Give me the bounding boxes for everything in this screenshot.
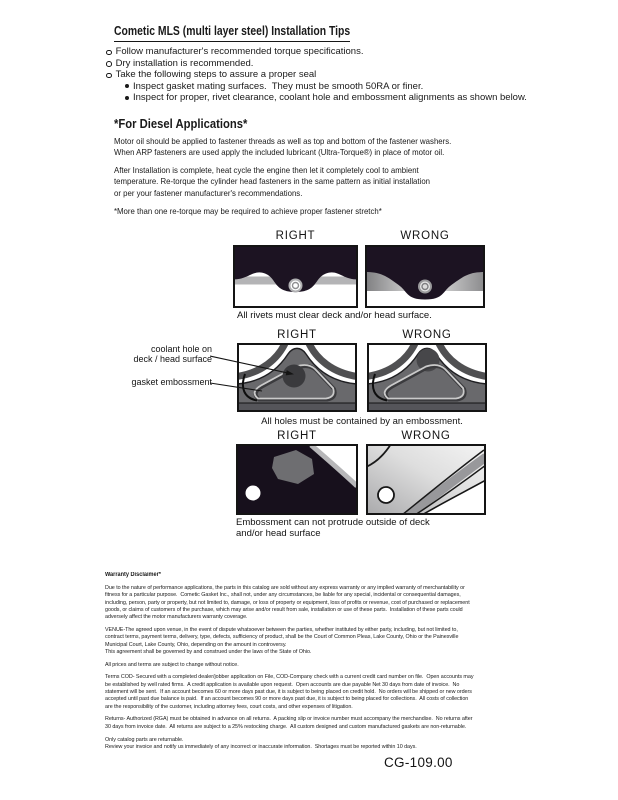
list-item — [125, 81, 527, 93]
warranty-paragraph: All prices and terms are subject to change without notice. — [105, 661, 239, 668]
open-bullet-icon — [106, 50, 112, 56]
page-title: Cometic MLS (multi layer steel) Installation Tips — [114, 23, 350, 42]
open-bullet-icon — [106, 61, 112, 67]
diagram-protrusion-right — [236, 444, 358, 515]
diagram-rivet-right — [233, 245, 358, 308]
list-item — [106, 46, 527, 58]
diagram-rivet-wrong — [365, 245, 485, 308]
warranty-paragraph: Due to the nature of performance applications, the parts in this catalog are sold without any express warranty or any implied warranty of merchantability or fitness for a particular purpose. Cometic Gasket Inc., shall not, under any circumstances, be liable for any special, incidental or consequential damages, including, person, party or property, but not limited to, damage, or loss of property or equipment, loss of profits or revenue, cost of purchased or replacement goods, or claims of customers of the purchase, which may arise and/or result from sale, installation or use of these parts. Installation of these parts could adversely affect the motor manufacturers warranty coverage. — [105, 585, 470, 621]
warranty-paragraph: VENUE-The agreed upon venue, in the event of dispute whatsoever between the parties, whether instituted by either party, including, but not limited to, contract terms, payment terms, delivery, type, defects, sufficiency of product, shall be the Court of Common Pleas, Lake County, Ohio or the Painesville Municipal Court, Lake County, Ohio, depending on the amount in controversy. This agreement shall be governed by and construed under the laws of the State of Ohio. — [105, 626, 459, 655]
open-bullet-icon — [106, 73, 112, 79]
annotation-pointer-lines — [210, 350, 302, 396]
warranty-section — [105, 572, 551, 757]
annotation-label-embossment: gasket embossment — [131, 377, 212, 387]
list-item-text: Take the following steps to assure a proper seal — [115, 69, 317, 81]
list-item-text: Inspect for proper, rivet clearance, coolant hole and embossment alignments as shown below. — [133, 92, 527, 104]
warranty-paragraph: Returns- Authorized (RGA) must be obtained in advance on all returns. A packing slip or invoice number must accompany the merchandise. No returns after 30 days from invoice date. All returns are subject to a 25% restocking charge. All custom designed and custom manufactured gaskets are non-returnable. — [105, 716, 473, 730]
wrong-label: WRONG — [400, 230, 450, 242]
annotation-label-coolant-hole: coolant hole on deck / head surface — [133, 344, 212, 364]
list-item-text: Inspect gasket mating surfaces. They must be smooth 50RA or finer. — [133, 80, 424, 92]
right-label: RIGHT — [277, 430, 317, 442]
caption-protrusion: Embossment can not protrude outside of deck and/or head surface — [236, 517, 430, 539]
paragraph-heat-cycle: After Installation is complete, heat cycle the engine then let it completely cool to ambient temperature. Re-torque the cylinder head fasteners in the same pattern as initial installation or per your fastener manufacturer's recommendations. — [114, 165, 431, 198]
warranty-heading: Warranty Disclaimer* — [105, 572, 161, 578]
part-number: CG-109.00 — [384, 755, 453, 770]
wrong-label: WRONG — [401, 430, 451, 442]
caption-holes: All holes must be contained by an embossment. — [261, 416, 463, 427]
filled-bullet-icon — [125, 84, 129, 88]
filled-bullet-icon — [125, 96, 129, 100]
caption-rivets: All rivets must clear deck and/or head surface. — [237, 310, 432, 321]
list-item-text: Dry installation is recommended. — [115, 57, 254, 69]
diagram-embossment-wrong — [367, 343, 487, 412]
warranty-paragraph: Terms COD- Secured with a completed dealer/jobber application on File, COD-Company check with a current credit card number on file. Open accounts may be established by well rated firms. A credit application is available upon request. Open accounts are due payable Net 30 days from date of invoice. No statement will be sent. If an account becomes 60 or more days past due, it is subject to being placed on credit hold. No orders will be shipped or new orders accepted until past due balance is paid. If an account becomes 90 or more days past due, it is subject to being placed for collections. All costs of collection are the responsibility of the customer, including attorney fees, court costs, and other expenses of litigation. — [105, 674, 474, 710]
diagram-protrusion-wrong — [366, 444, 486, 515]
paragraph-motor-oil: Motor oil should be applied to fastener threads as well as top and bottom of the fastener washers. When ARP fasteners are used apply the included lubricant (Ultra-Torque®) in place of motor oil. — [114, 136, 452, 158]
warranty-paragraph: Only catalog parts are returnable. Review your invoice and notify us immediately of any incorrect or inaccurate information. Shortages must be reported within 10 days. — [105, 736, 417, 750]
right-label: RIGHT — [275, 230, 316, 242]
list-item-text: Follow manufacturer's recommended torque specifications. — [115, 46, 364, 57]
installation-tips-list — [106, 46, 527, 104]
right-label: RIGHT — [277, 329, 317, 341]
wrong-label: WRONG — [402, 329, 452, 341]
list-item — [125, 92, 527, 104]
section-heading-diesel: *For Diesel Applications* — [114, 117, 248, 131]
note-retorque: *More than one re-torque may be required to achieve proper fastener stretch* — [114, 206, 382, 216]
list-item — [106, 58, 527, 70]
list-item — [106, 69, 527, 81]
